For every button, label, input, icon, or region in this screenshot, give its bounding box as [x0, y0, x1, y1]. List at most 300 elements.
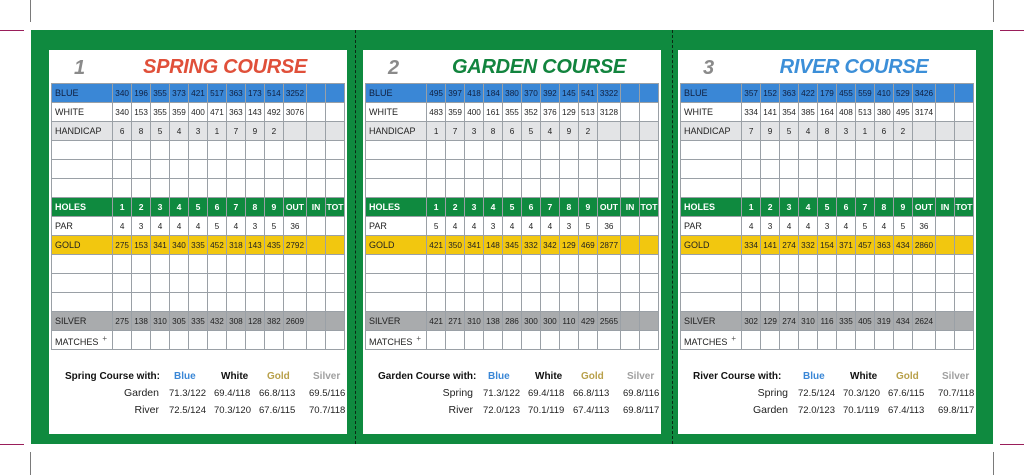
score-cell: [597, 160, 620, 179]
rating-slope-value: 69.8/117: [938, 405, 975, 416]
score-cell: [621, 236, 640, 255]
score-cell: [578, 293, 597, 312]
score-cell: [912, 293, 935, 312]
score-cell: 138: [132, 312, 151, 331]
score-cell: [307, 103, 326, 122]
score-cell: 5: [818, 198, 837, 217]
score-cell: [559, 293, 578, 312]
player-score-row: [366, 141, 659, 160]
crop-mark: [1000, 444, 1024, 445]
score-cell: 435: [264, 236, 283, 255]
score-cell: 164: [818, 103, 837, 122]
score-cell: 385: [799, 103, 818, 122]
score-cell: [245, 293, 264, 312]
score-cell: 5: [855, 217, 874, 236]
score-cell: [132, 179, 151, 198]
score-cell: [621, 122, 640, 141]
score-cell: 380: [503, 84, 522, 103]
score-cell: [621, 312, 640, 331]
score-cell: [818, 141, 837, 160]
score-cell: [446, 331, 465, 350]
score-cell: 421: [427, 236, 446, 255]
score-cell: [874, 160, 893, 179]
score-cell: 274: [780, 236, 799, 255]
score-cell: 4: [151, 217, 170, 236]
rating-slope-value: 70.1/119: [843, 405, 880, 416]
score-cell: [559, 160, 578, 179]
score-cell: 359: [446, 103, 465, 122]
score-cell: 513: [578, 103, 597, 122]
score-cell: 2: [893, 122, 912, 141]
score-cell: [484, 179, 503, 198]
row-label: [366, 293, 427, 312]
score-cell: 310: [465, 312, 484, 331]
score-cell: [113, 293, 132, 312]
score-cell: [761, 160, 780, 179]
score-cell: 152: [761, 84, 780, 103]
score-cell: [761, 293, 780, 312]
score-cell: [446, 255, 465, 274]
score-cell: [936, 103, 955, 122]
score-cell: 6: [521, 198, 540, 217]
score-cell: 141: [761, 103, 780, 122]
course-title: [363, 52, 661, 83]
score-cell: 4: [113, 217, 132, 236]
score-cell: [559, 255, 578, 274]
score-cell: [503, 141, 522, 160]
score-cell: [874, 274, 893, 293]
score-cell: [446, 179, 465, 198]
score-cell: 4: [521, 217, 540, 236]
score-cell: [283, 274, 306, 293]
par-row: [681, 217, 974, 236]
crop-mark: [1000, 30, 1024, 31]
score-cell: [132, 331, 151, 350]
player-score-row: [366, 293, 659, 312]
score-cell: 2: [446, 198, 465, 217]
handicap-row: [681, 122, 974, 141]
score-cell: 129: [559, 236, 578, 255]
score-cell: [639, 84, 658, 103]
score-cell: [855, 255, 874, 274]
score-cell: [132, 293, 151, 312]
score-cell: 4: [484, 198, 503, 217]
score-cell: [307, 84, 326, 103]
rating-slope-value: 67.6/115: [888, 388, 925, 399]
row-label: GOLD: [52, 236, 113, 255]
score-cell: 363: [226, 84, 245, 103]
score-cell: [855, 331, 874, 350]
score-cell: [578, 331, 597, 350]
score-cell: [621, 160, 640, 179]
score-cell: 8: [484, 122, 503, 141]
score-cell: TOT: [639, 198, 658, 217]
score-cell: [912, 122, 935, 141]
white-tee-row: [52, 103, 345, 122]
row-label: [366, 160, 427, 179]
tee-heading: Silver: [942, 371, 970, 382]
silver-tee-row: [52, 312, 345, 331]
score-cell: 2: [761, 198, 780, 217]
score-cell: [936, 312, 955, 331]
score-cell: 4: [799, 217, 818, 236]
score-cell: [113, 274, 132, 293]
score-cell: OUT: [283, 198, 306, 217]
row-label: [52, 160, 113, 179]
score-cell: 179: [818, 84, 837, 103]
score-cell: 274: [780, 312, 799, 331]
score-cell: [307, 179, 326, 198]
score-cell: [818, 179, 837, 198]
score-cell: [307, 293, 326, 312]
score-cell: 469: [578, 236, 597, 255]
score-cell: [621, 274, 640, 293]
score-cell: [836, 274, 855, 293]
score-cell: 5: [521, 122, 540, 141]
score-cell: [936, 217, 955, 236]
score-cell: 161: [484, 103, 503, 122]
score-cell: 392: [540, 84, 559, 103]
course-panel: [678, 50, 976, 434]
score-cell: [597, 141, 620, 160]
score-cell: [465, 274, 484, 293]
score-cell: [283, 331, 306, 350]
score-cell: 2: [132, 198, 151, 217]
score-cell: [427, 293, 446, 312]
score-cell: [936, 331, 955, 350]
score-cell: 3: [484, 217, 503, 236]
score-cell: [283, 293, 306, 312]
score-cell: [170, 274, 189, 293]
score-cell: [855, 293, 874, 312]
holes-header-row: [52, 198, 345, 217]
score-cell: 517: [207, 84, 226, 103]
row-label: PAR: [681, 217, 742, 236]
score-cell: [264, 160, 283, 179]
score-cell: 3322: [597, 84, 620, 103]
score-cell: [893, 255, 912, 274]
score-cell: [283, 179, 306, 198]
score-cell: [226, 331, 245, 350]
score-cell: [132, 141, 151, 160]
score-cell: [639, 179, 658, 198]
row-label: [52, 179, 113, 198]
row-label: PAR: [52, 217, 113, 236]
player-score-row: [681, 274, 974, 293]
score-cell: 410: [874, 84, 893, 103]
score-cell: 3: [245, 217, 264, 236]
score-cell: [521, 179, 540, 198]
score-cell: [936, 122, 955, 141]
score-cell: 376: [540, 103, 559, 122]
score-cell: [836, 179, 855, 198]
row-label: [681, 179, 742, 198]
gold-tee-row: [366, 236, 659, 255]
course-name: SPRING COURSE: [143, 56, 307, 78]
score-cell: [954, 160, 973, 179]
score-cell: 300: [521, 312, 540, 331]
score-cell: [170, 293, 189, 312]
score-cell: 286: [503, 312, 522, 331]
score-cell: [621, 84, 640, 103]
row-label: [52, 274, 113, 293]
row-label: MATCHES +: [681, 331, 742, 350]
tee-heading: Gold: [581, 371, 604, 382]
rating-slope-value: 70.7/118: [938, 388, 975, 399]
score-cell: 8: [132, 122, 151, 141]
score-cell: 5: [207, 217, 226, 236]
score-cell: 1: [855, 122, 874, 141]
score-cell: [189, 274, 208, 293]
score-cell: [912, 179, 935, 198]
score-cell: 4: [503, 217, 522, 236]
row-label: MATCHES +: [366, 331, 427, 350]
score-cell: [484, 141, 503, 160]
handicap-row: [366, 122, 659, 141]
score-cell: [521, 141, 540, 160]
score-cell: [742, 179, 761, 198]
score-cell: [639, 274, 658, 293]
score-cell: 310: [799, 312, 818, 331]
matches-plus-mark: +: [416, 333, 422, 343]
score-cell: [874, 331, 893, 350]
score-cell: 275: [113, 312, 132, 331]
course-panel: [49, 50, 347, 434]
rating-slope-value: 71.3/122: [483, 388, 520, 399]
course-rating-block: [49, 363, 347, 433]
score-cell: [597, 274, 620, 293]
course-name: RIVER COURSE: [779, 56, 929, 78]
row-label: SILVER: [681, 312, 742, 331]
player-score-row: [681, 293, 974, 312]
score-cell: [559, 179, 578, 198]
score-cell: [954, 312, 973, 331]
score-cell: 196: [132, 84, 151, 103]
score-cell: [799, 293, 818, 312]
score-cell: 3426: [912, 84, 935, 103]
score-cell: [818, 160, 837, 179]
rating-label: Garden Course with:: [378, 371, 477, 382]
score-cell: [780, 274, 799, 293]
score-cell: [936, 274, 955, 293]
score-cell: [264, 293, 283, 312]
rating-slope-value: 69.4/118: [528, 388, 565, 399]
score-cell: [936, 236, 955, 255]
score-cell: [639, 236, 658, 255]
score-cell: [639, 122, 658, 141]
player-score-row: [52, 179, 345, 198]
course-panel: [363, 50, 661, 434]
score-cell: [189, 255, 208, 274]
white-tee-row: [366, 103, 659, 122]
holes-header-row: [681, 198, 974, 217]
score-cell: [836, 141, 855, 160]
score-cell: [742, 141, 761, 160]
score-cell: 492: [264, 103, 283, 122]
score-cell: 363: [780, 84, 799, 103]
score-cell: [639, 293, 658, 312]
score-cell: 3252: [283, 84, 306, 103]
score-cell: [465, 179, 484, 198]
score-cell: 4: [780, 217, 799, 236]
rating-course-name: Spring: [442, 387, 473, 399]
score-cell: [245, 255, 264, 274]
score-cell: [226, 274, 245, 293]
score-cell: 3: [761, 217, 780, 236]
score-cell: [521, 293, 540, 312]
score-cell: 495: [893, 103, 912, 122]
score-cell: [170, 160, 189, 179]
score-cell: [818, 274, 837, 293]
score-cell: 2877: [597, 236, 620, 255]
score-cell: 495: [427, 84, 446, 103]
score-cell: [427, 274, 446, 293]
row-label: [681, 141, 742, 160]
score-cell: [742, 293, 761, 312]
row-label: GOLD: [366, 236, 427, 255]
score-cell: [170, 331, 189, 350]
row-label: HOLES: [681, 198, 742, 217]
score-cell: [836, 293, 855, 312]
rating-slope-value: 71.3/122: [169, 388, 206, 399]
score-cell: 5: [264, 217, 283, 236]
score-cell: [325, 236, 344, 255]
rating-course-name: Spring: [757, 387, 788, 399]
rating-slope-value: 67.4/113: [888, 405, 925, 416]
score-cell: 143: [245, 103, 264, 122]
score-cell: 9: [559, 122, 578, 141]
tee-heading: Blue: [174, 371, 196, 382]
score-cell: 128: [245, 312, 264, 331]
score-cell: [761, 255, 780, 274]
score-cell: 340: [113, 103, 132, 122]
score-cell: 529: [893, 84, 912, 103]
player-score-row: [681, 179, 974, 198]
rating-course-name: Garden: [752, 404, 788, 416]
score-cell: [245, 274, 264, 293]
course-number: 2: [388, 57, 400, 79]
gold-tee-row: [52, 236, 345, 255]
score-cell: [325, 255, 344, 274]
score-cell: [189, 160, 208, 179]
score-cell: [307, 122, 326, 141]
score-cell: [189, 141, 208, 160]
score-cell: 3: [836, 122, 855, 141]
score-cell: [742, 331, 761, 350]
score-cell: 4: [799, 198, 818, 217]
score-cell: [189, 179, 208, 198]
score-cell: [132, 274, 151, 293]
score-cell: [226, 293, 245, 312]
score-cell: [245, 141, 264, 160]
row-label: HANDICAP: [681, 122, 742, 141]
player-score-row: [681, 255, 974, 274]
score-cell: [307, 160, 326, 179]
score-cell: 363: [226, 103, 245, 122]
score-cell: 153: [132, 103, 151, 122]
score-cell: 5: [578, 217, 597, 236]
score-cell: [936, 160, 955, 179]
score-cell: [540, 255, 559, 274]
score-cell: 8: [818, 122, 837, 141]
score-cell: [307, 274, 326, 293]
score-cell: [245, 160, 264, 179]
score-cell: 1: [113, 198, 132, 217]
score-cell: 434: [893, 312, 912, 331]
score-cell: 418: [465, 84, 484, 103]
score-cell: [484, 160, 503, 179]
player-score-row: [52, 274, 345, 293]
score-cell: 129: [559, 103, 578, 122]
score-cell: [639, 103, 658, 122]
score-cell: [151, 255, 170, 274]
rating-slope-value: 70.7/118: [309, 405, 346, 416]
player-score-row: [366, 160, 659, 179]
row-label: MATCHES +: [52, 331, 113, 350]
course-title: [49, 52, 347, 83]
score-cell: 2565: [597, 312, 620, 331]
score-cell: [893, 331, 912, 350]
score-cell: [855, 179, 874, 198]
rating-slope-value: 72.0/123: [483, 405, 520, 416]
score-cell: [325, 141, 344, 160]
score-cell: 429: [578, 312, 597, 331]
score-cell: [151, 141, 170, 160]
row-label: [366, 255, 427, 274]
score-cell: 7: [855, 198, 874, 217]
score-cell: [503, 255, 522, 274]
score-cell: [818, 331, 837, 350]
score-cell: [132, 160, 151, 179]
score-cell: 3174: [912, 103, 935, 122]
tee-heading: Gold: [896, 371, 919, 382]
row-label: [681, 160, 742, 179]
score-cell: [855, 274, 874, 293]
score-cell: [780, 293, 799, 312]
score-cell: [874, 293, 893, 312]
course-number: 3: [703, 57, 715, 79]
row-label: [681, 293, 742, 312]
row-label: WHITE: [366, 103, 427, 122]
score-cell: [893, 141, 912, 160]
score-cell: 7: [226, 198, 245, 217]
crop-mark: [0, 444, 24, 445]
score-cell: 335: [836, 312, 855, 331]
row-label: [52, 141, 113, 160]
score-cell: 7: [540, 198, 559, 217]
score-cell: 332: [799, 236, 818, 255]
score-cell: [113, 331, 132, 350]
rating-slope-value: 69.8/117: [623, 405, 660, 416]
score-cell: [264, 331, 283, 350]
score-cell: [639, 160, 658, 179]
score-cell: [427, 255, 446, 274]
score-cell: [818, 255, 837, 274]
score-cell: [446, 274, 465, 293]
score-cell: [325, 103, 344, 122]
score-cell: [836, 160, 855, 179]
score-cell: 334: [742, 236, 761, 255]
score-cell: [639, 312, 658, 331]
score-cell: 302: [742, 312, 761, 331]
score-cell: [307, 217, 326, 236]
tee-heading: White: [850, 371, 878, 382]
holes-header-row: [366, 198, 659, 217]
score-cell: 3076: [283, 103, 306, 122]
score-cell: 355: [503, 103, 522, 122]
score-cell: 345: [503, 236, 522, 255]
score-cell: 421: [189, 84, 208, 103]
